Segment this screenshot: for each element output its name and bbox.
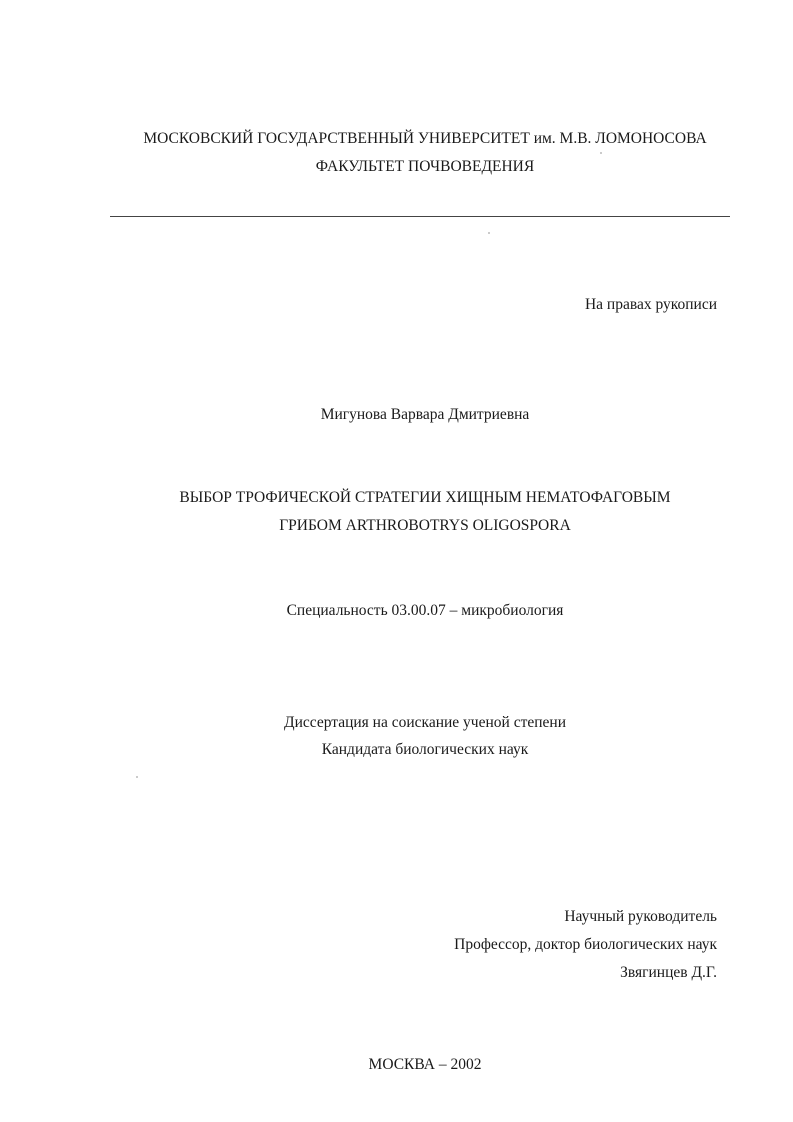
rights-note: На правах рукописи <box>584 296 717 313</box>
specialty: Специальность 03.00.07 – микробиология <box>286 602 564 619</box>
scan-speck <box>600 152 602 154</box>
supervisor-role: Научный руководитель <box>564 908 717 925</box>
degree-line-1: Диссертация на соискание ученой степени <box>284 714 566 731</box>
title-line-1: ВЫБОР ТРОФИЧЕСКОЙ СТРАТЕГИИ ХИЩНЫМ НЕМАТОФАГОВЫМ <box>179 489 671 506</box>
faculty-name: ФАКУЛЬТЕТ ПОЧВОВЕДЕНИЯ <box>315 158 535 175</box>
scan-speck <box>488 232 490 234</box>
author-name: Мигунова Варвара Дмитриевна <box>320 406 530 423</box>
scan-speck <box>136 776 138 778</box>
header-divider <box>110 216 730 217</box>
city-year: МОСКВА – 2002 <box>368 1056 482 1073</box>
supervisor-position: Профессор, доктор биологических наук <box>454 936 717 953</box>
degree-line-2: Кандидата биологических наук <box>321 741 529 758</box>
title-line-2: ГРИБОМ ARTHROBOTRYS OLIGOSPORA <box>279 517 571 534</box>
university-name: МОСКОВСКИЙ ГОСУДАРСТВЕННЫЙ УНИВЕРСИТЕТ им. М.В. ЛОМОНОСОВА <box>143 130 707 147</box>
supervisor-name: Звягинцев Д.Г. <box>620 964 717 981</box>
